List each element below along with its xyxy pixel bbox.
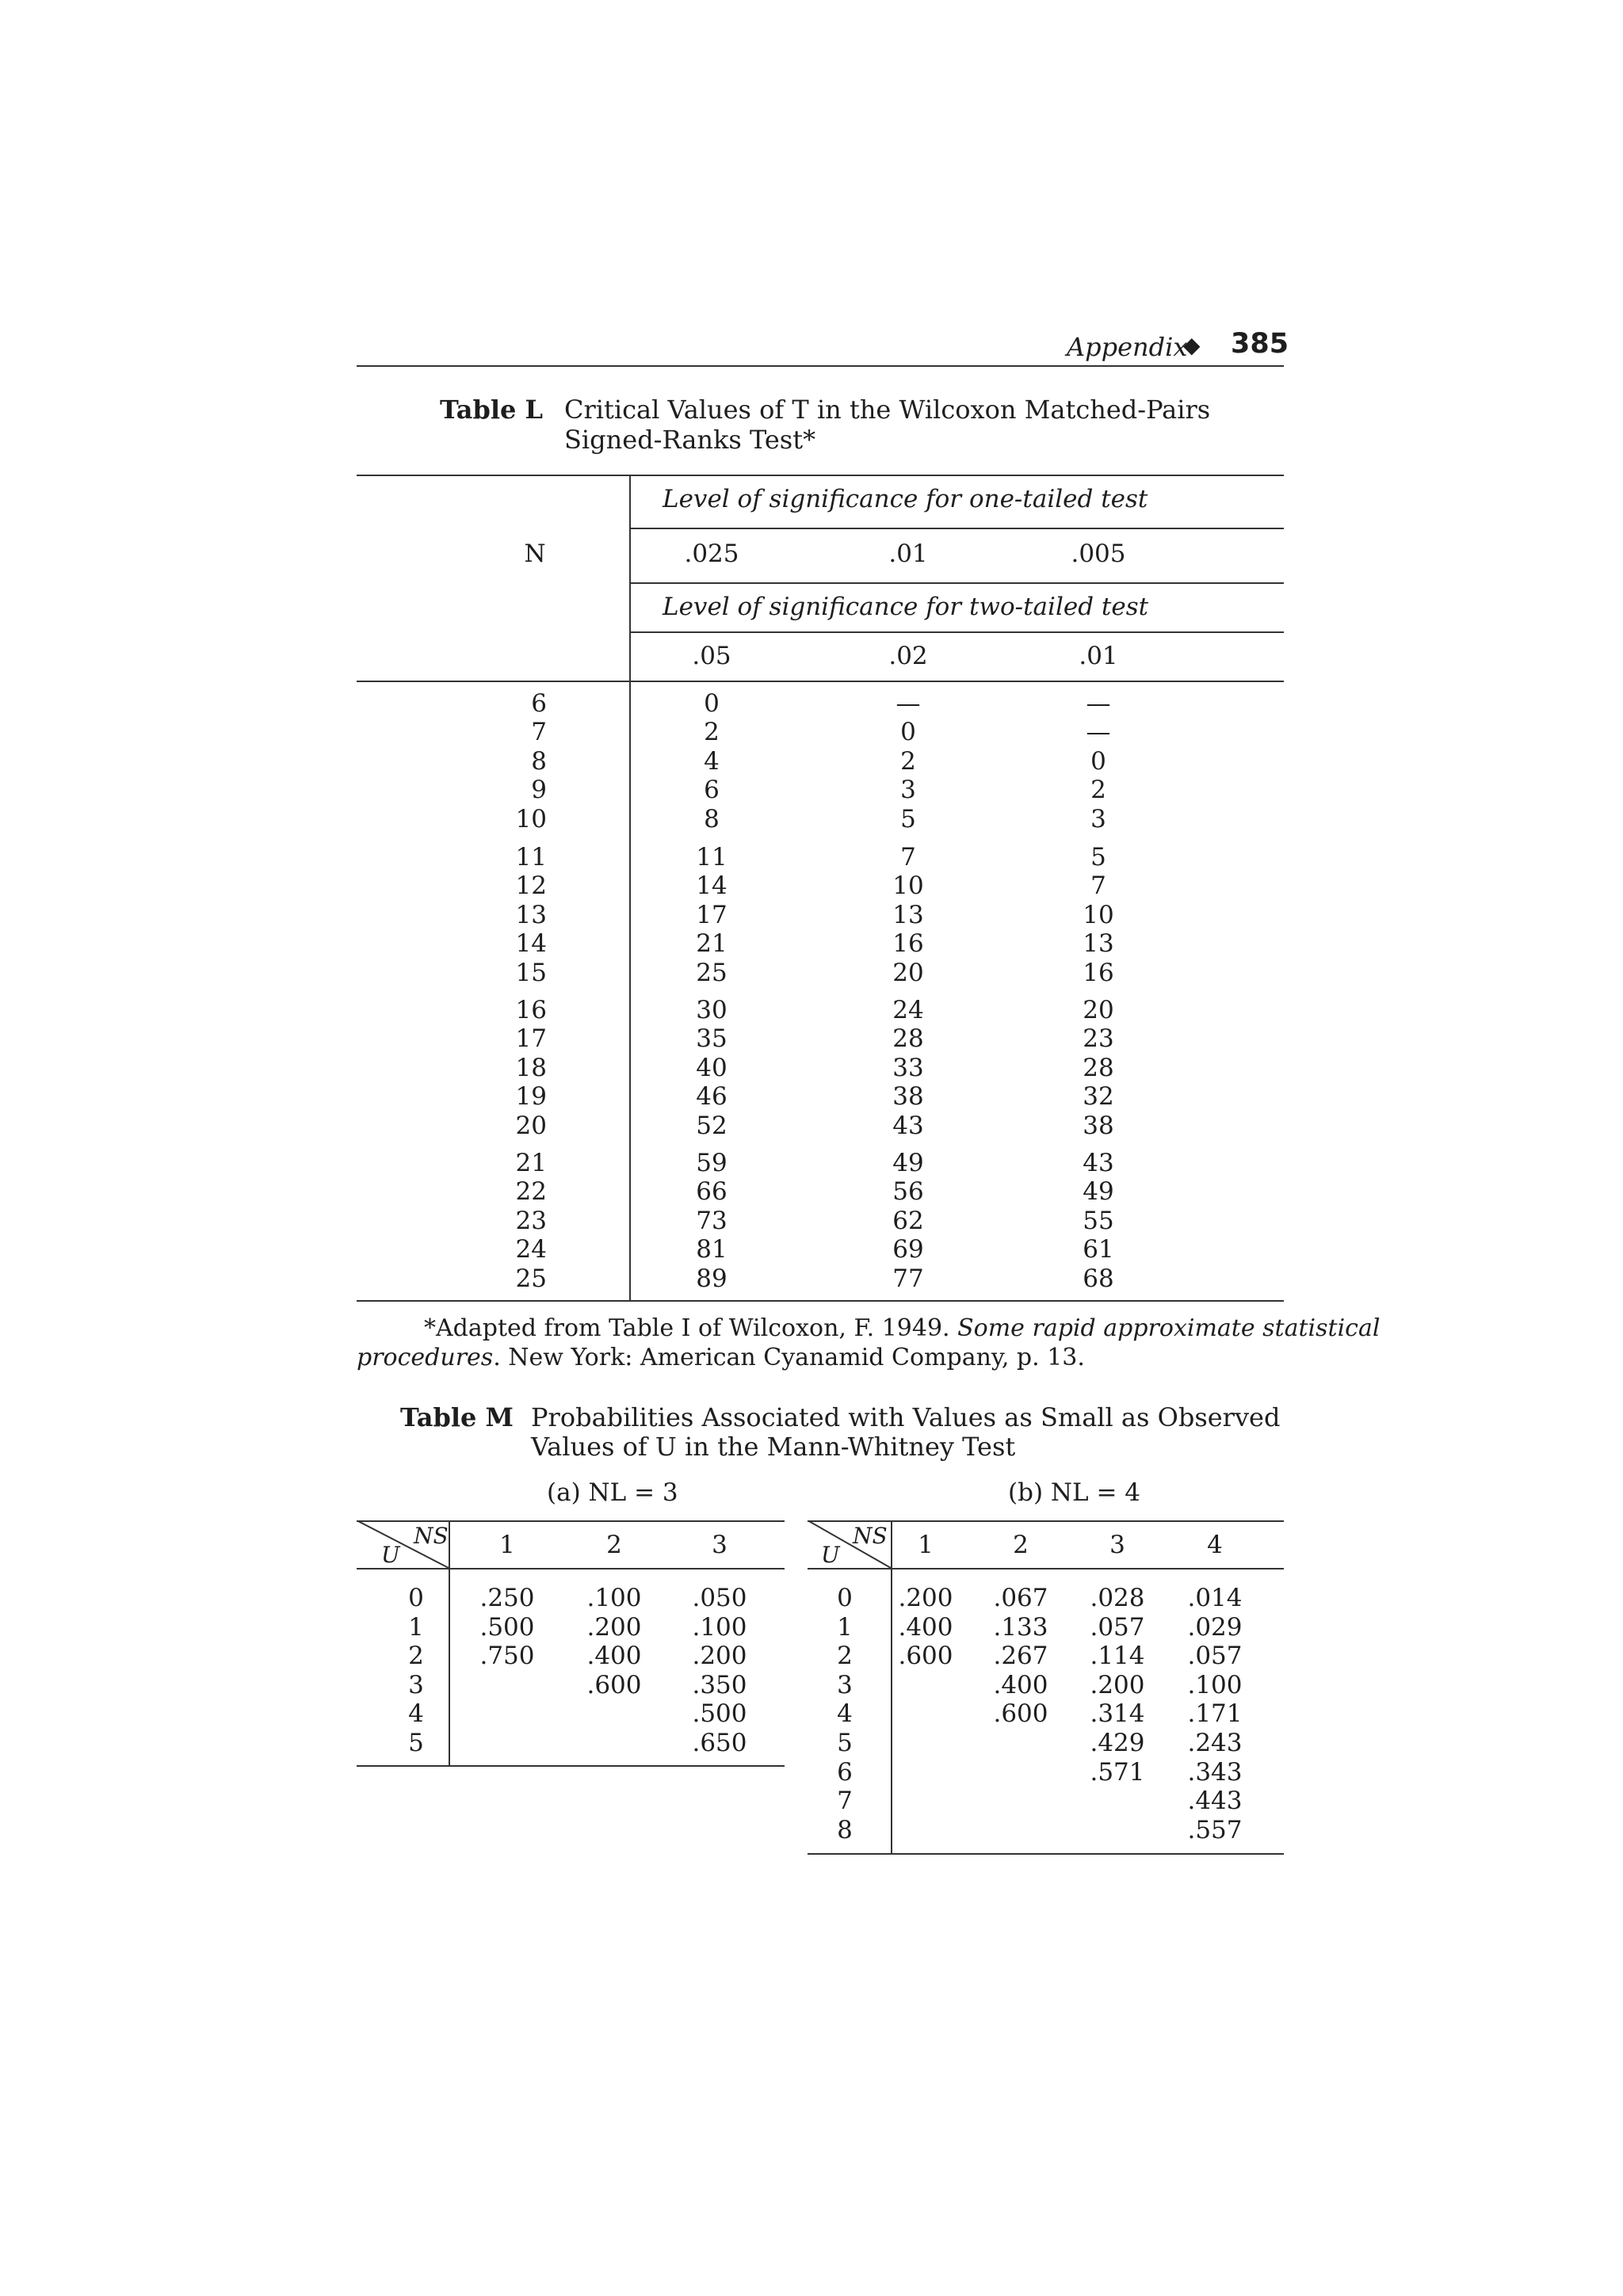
critical-value: 20	[1083, 996, 1114, 1024]
n-value: 17	[515, 1024, 547, 1053]
table-m-b-probability: .600	[898, 1642, 953, 1670]
table-m-a-bottom-rule	[357, 1765, 785, 1767]
critical-value: —	[1086, 718, 1111, 746]
table-m-a-u-value: 1	[408, 1613, 424, 1642]
critical-value: —	[896, 689, 921, 718]
n-value: 14	[515, 929, 547, 958]
table-l-caption-line1: Critical Values of T in the Wilcoxon Matched-Pairs	[564, 395, 1211, 425]
running-header-section: Appendix	[1067, 332, 1188, 362]
table-m-b-corner-u: U	[821, 1542, 840, 1568]
table-l-footnote-line2: procedures. New York: American Cyanamid Company, p. 13.	[357, 1344, 1085, 1371]
two-tailed-level: .02	[888, 642, 928, 670]
critical-value: 0	[704, 689, 720, 718]
table-m-a-col-header: 3	[712, 1531, 727, 1559]
table-m-caption-line2: Values of U in the Mann-Whitney Test	[531, 1432, 1016, 1462]
critical-value: 38	[1083, 1112, 1114, 1140]
critical-value: —	[1086, 689, 1111, 718]
table-m-b-u-value: 0	[837, 1584, 853, 1612]
critical-value: 2	[900, 747, 916, 776]
table-m-a-probability: .750	[479, 1642, 535, 1670]
table-l-rule-5	[357, 681, 1284, 682]
table-m-b-probability: .200	[1090, 1671, 1145, 1699]
critical-value: 7	[900, 843, 916, 871]
critical-value: 73	[696, 1207, 727, 1235]
n-value: 15	[515, 959, 547, 987]
critical-value: 5	[1090, 843, 1106, 871]
critical-value: 28	[1083, 1054, 1114, 1082]
table-m-a-col-header: 2	[606, 1531, 622, 1559]
table-m-b-col-header: 2	[1013, 1531, 1029, 1559]
table-m-b-probability: .243	[1187, 1729, 1243, 1757]
table-m-b-probability: .557	[1187, 1816, 1243, 1844]
n-value: 19	[515, 1082, 547, 1111]
critical-value: 59	[696, 1149, 727, 1177]
n-value: 8	[531, 747, 547, 776]
table-m-b-col-header: 1	[918, 1531, 934, 1559]
table-m-b-probability: .314	[1090, 1699, 1145, 1728]
table-m-b-probability: .057	[1187, 1642, 1243, 1670]
table-m-a-probability: .100	[586, 1584, 642, 1612]
n-value: 18	[515, 1054, 547, 1082]
n-value: 20	[515, 1112, 547, 1140]
critical-value: 52	[696, 1112, 727, 1140]
one-tailed-level: .025	[684, 540, 739, 568]
two-tailed-level: .05	[692, 642, 731, 670]
critical-value: 46	[696, 1082, 727, 1111]
table-m-b-probability: .057	[1090, 1613, 1145, 1642]
critical-value: 38	[892, 1082, 924, 1111]
critical-value: 16	[1083, 959, 1114, 987]
critical-value: 69	[892, 1235, 924, 1264]
critical-value: 32	[1083, 1082, 1114, 1111]
n-value: 6	[531, 689, 547, 718]
table-m-a-u-value: 5	[408, 1729, 424, 1757]
critical-value: 16	[892, 929, 924, 958]
critical-value: 21	[696, 929, 727, 958]
n-value: 10	[515, 805, 547, 833]
table-m-b-probability: .029	[1187, 1613, 1243, 1642]
table-m-b-title: (b) NL = 4	[1008, 1478, 1141, 1507]
table-m-b-probability: .067	[993, 1584, 1048, 1612]
table-m-a-probability: .600	[586, 1671, 642, 1699]
n-value: 23	[515, 1207, 547, 1235]
critical-value: 8	[704, 805, 720, 833]
table-m-b-probability: .014	[1187, 1584, 1243, 1612]
table-m-a-u-value: 3	[408, 1671, 424, 1699]
critical-value: 77	[892, 1264, 924, 1293]
table-m-b-probability: .443	[1187, 1787, 1243, 1815]
table-m-b-u-value: 5	[837, 1729, 853, 1757]
n-header: N	[524, 540, 546, 568]
table-l-label: Table L	[440, 395, 544, 425]
table-m-a-probability: .400	[586, 1642, 642, 1670]
table-m-b-probability: .028	[1090, 1584, 1145, 1612]
table-m-b-probability: .267	[993, 1642, 1048, 1670]
critical-value: 20	[892, 959, 924, 987]
table-m-b-probability: .133	[993, 1613, 1048, 1642]
critical-value: 68	[1083, 1264, 1114, 1293]
critical-value: 5	[900, 805, 916, 833]
critical-value: 13	[1083, 929, 1114, 958]
two-tailed-level: .01	[1079, 642, 1118, 670]
two-tailed-header: Level of significance for two-tailed test	[663, 593, 1149, 621]
critical-value: 81	[696, 1235, 727, 1264]
critical-value: 66	[696, 1177, 727, 1206]
critical-value: 49	[1083, 1177, 1114, 1206]
critical-value: 24	[892, 996, 924, 1024]
table-m-b-probability: .200	[898, 1584, 953, 1612]
table-m-b-bottom-rule	[808, 1853, 1284, 1855]
critical-value: 6	[704, 776, 720, 804]
table-m-b-probability: .343	[1187, 1758, 1243, 1787]
table-m-b-corner-ns: NS	[853, 1523, 888, 1549]
table-m-b-col-header: 4	[1207, 1531, 1223, 1559]
table-m-b-probability: .100	[1187, 1671, 1243, 1699]
table-m-a-probability: .650	[692, 1729, 747, 1757]
critical-value: 2	[704, 718, 720, 746]
critical-value: 62	[892, 1207, 924, 1235]
table-l-caption-line2: Signed-Ranks Test*	[564, 425, 816, 455]
n-value: 22	[515, 1177, 547, 1206]
table-m-b-probability: .600	[993, 1699, 1048, 1728]
table-m-b-probability: .429	[1090, 1729, 1145, 1757]
critical-value: 89	[696, 1264, 727, 1293]
table-m-a-probability: .250	[479, 1584, 535, 1612]
critical-value: 40	[696, 1054, 727, 1082]
table-m-a-u-value: 0	[408, 1584, 424, 1612]
table-l-bottom-rule	[357, 1300, 1284, 1302]
n-value: 12	[515, 871, 547, 900]
critical-value: 14	[696, 871, 727, 900]
table-m-caption-line1: Probabilities Associated with Values as Small as Observed	[531, 1402, 1281, 1432]
header-rule	[357, 365, 1284, 367]
table-m-b-probability: .171	[1187, 1699, 1243, 1728]
table-m-b-u-value: 7	[837, 1787, 853, 1815]
critical-value: 56	[892, 1177, 924, 1206]
critical-value: 11	[696, 843, 727, 871]
table-m-a-title: (a) NL = 3	[547, 1478, 678, 1507]
table-m-a-probability: .500	[692, 1699, 747, 1728]
one-tailed-header: Level of significance for one-tailed test	[663, 485, 1148, 513]
n-value: 16	[515, 996, 547, 1024]
critical-value: 3	[900, 776, 916, 804]
table-m-a-corner-u: U	[381, 1542, 400, 1568]
table-m-a-corner-ns: NS	[414, 1523, 449, 1549]
table-m-a-probability: .500	[479, 1613, 535, 1642]
table-m-b-probability: .114	[1090, 1642, 1145, 1670]
critical-value: 0	[900, 718, 916, 746]
table-m-b-u-value: 8	[837, 1816, 853, 1844]
critical-value: 35	[696, 1024, 727, 1053]
table-l-rule-2	[629, 528, 1284, 529]
critical-value: 43	[892, 1112, 924, 1140]
table-m-b-probability: .400	[993, 1671, 1048, 1699]
table-m-b-u-value: 3	[837, 1671, 853, 1699]
table-m-b-divider	[891, 1520, 892, 1853]
critical-value: 55	[1083, 1207, 1114, 1235]
n-value: 11	[515, 843, 547, 871]
table-m-a-probability: .200	[586, 1613, 642, 1642]
n-value: 21	[515, 1149, 547, 1177]
table-m-a-col-header: 1	[499, 1531, 515, 1559]
table-m-a-u-value: 4	[408, 1699, 424, 1728]
page-number: 385	[1231, 328, 1289, 360]
table-m-b-u-value: 1	[837, 1613, 853, 1642]
n-value: 24	[515, 1235, 547, 1264]
table-m-b-probability: .571	[1090, 1758, 1145, 1787]
critical-value: 43	[1083, 1149, 1114, 1177]
one-tailed-level: .01	[888, 540, 928, 568]
table-m-label: Table M	[400, 1402, 514, 1432]
table-m-a-probability: .100	[692, 1613, 747, 1642]
table-m-b-col-header: 3	[1109, 1531, 1125, 1559]
critical-value: 25	[696, 959, 727, 987]
one-tailed-level: .005	[1071, 540, 1126, 568]
critical-value: 17	[696, 901, 727, 929]
critical-value: 28	[892, 1024, 924, 1053]
critical-value: 61	[1083, 1235, 1114, 1264]
table-l-top-rule	[357, 475, 1284, 476]
critical-value: 10	[1083, 901, 1114, 929]
table-m-a-probability: .050	[692, 1584, 747, 1612]
table-m-b-probability: .400	[898, 1613, 953, 1642]
table-l-rule-4	[629, 631, 1284, 633]
critical-value: 33	[892, 1054, 924, 1082]
table-m-a-u-value: 2	[408, 1642, 424, 1670]
critical-value: 4	[704, 747, 720, 776]
critical-value: 49	[892, 1149, 924, 1177]
n-value: 7	[531, 718, 547, 746]
critical-value: 2	[1090, 776, 1106, 804]
critical-value: 23	[1083, 1024, 1114, 1053]
table-m-b-u-value: 2	[837, 1642, 853, 1670]
critical-value: 0	[1090, 747, 1106, 776]
critical-value: 10	[892, 871, 924, 900]
n-value: 25	[515, 1264, 547, 1293]
table-m-a-probability: .200	[692, 1642, 747, 1670]
critical-value: 13	[892, 901, 924, 929]
table-m-a-probability: .350	[692, 1671, 747, 1699]
critical-value: 7	[1090, 871, 1106, 900]
table-l-footnote-line1: *Adapted from Table I of Wilcoxon, F. 1949. Some rapid approximate statistical	[424, 1314, 1381, 1342]
critical-value: 3	[1090, 805, 1106, 833]
diamond-icon: ◆	[1183, 332, 1201, 358]
table-m-b-u-value: 4	[837, 1699, 853, 1728]
table-l-rule-3	[629, 582, 1284, 584]
table-l-divider	[629, 475, 631, 1300]
critical-value: 30	[696, 996, 727, 1024]
n-value: 13	[515, 901, 547, 929]
n-value: 9	[531, 776, 547, 804]
table-m-b-u-value: 6	[837, 1758, 853, 1787]
